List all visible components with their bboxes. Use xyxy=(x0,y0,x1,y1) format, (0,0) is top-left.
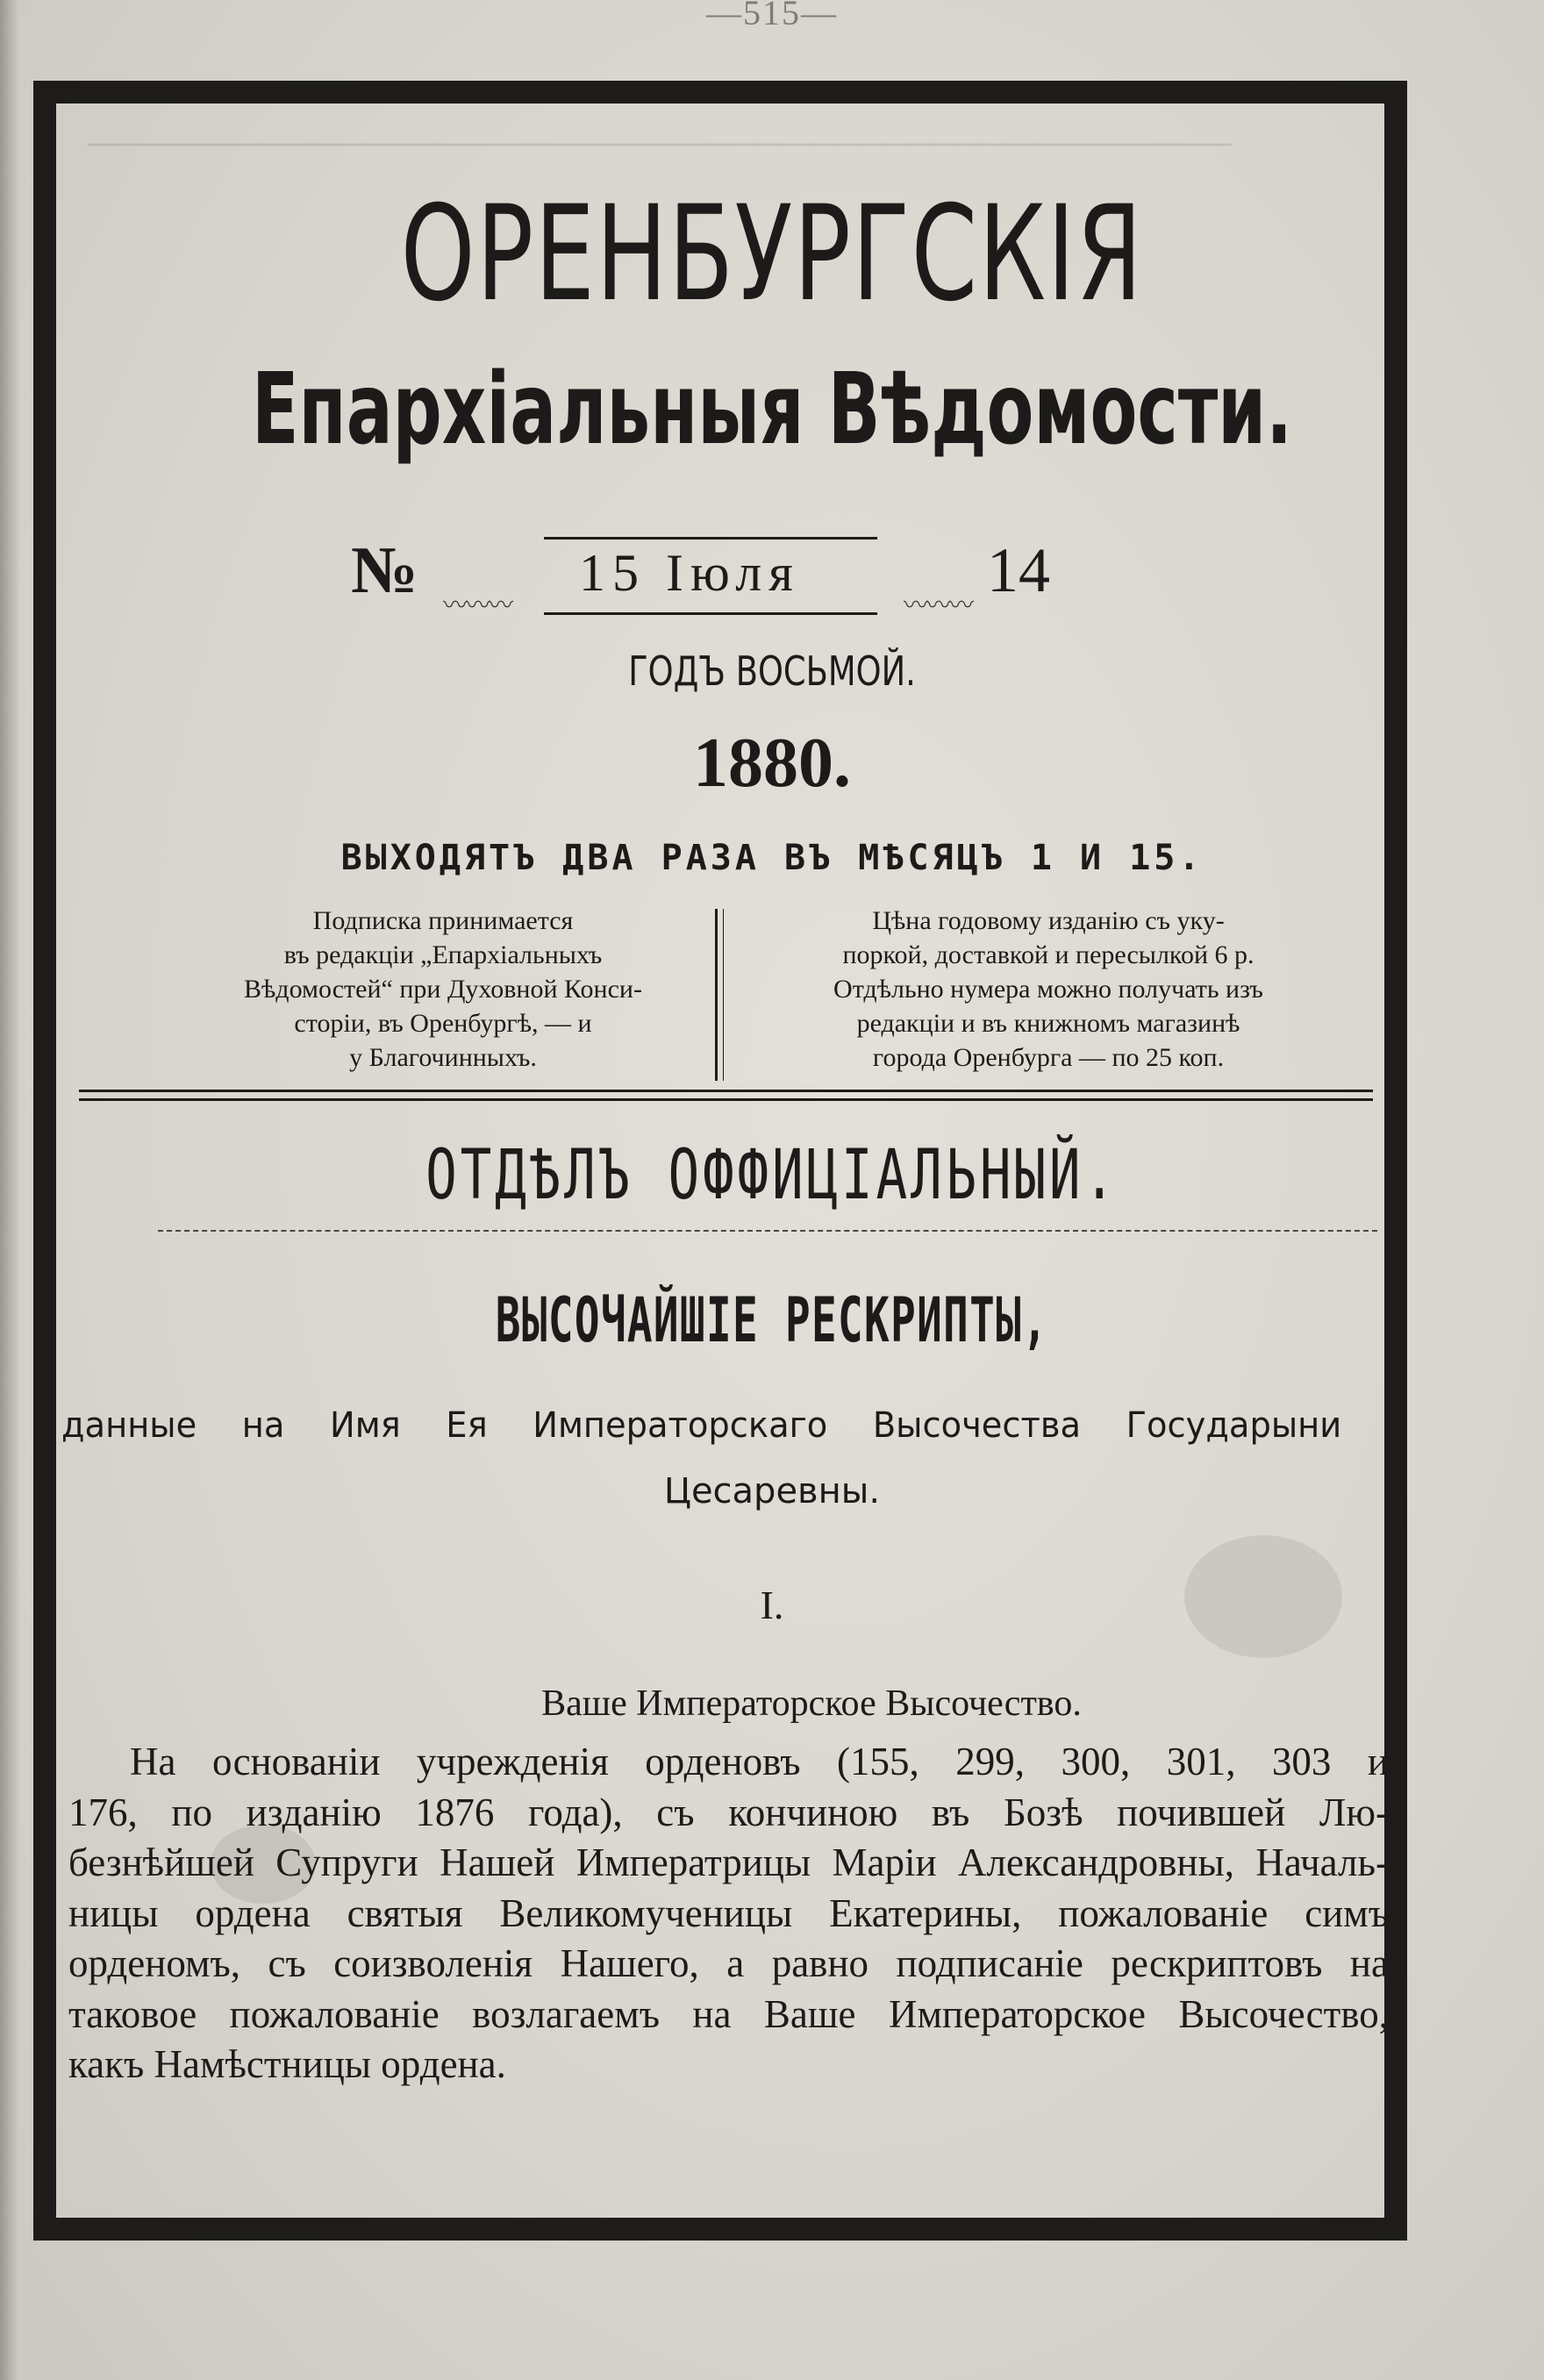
rescript-body xyxy=(68,1737,1389,2091)
rescript-number: I. xyxy=(760,1583,784,1627)
page-number: —515— xyxy=(706,0,838,32)
body-line: ницы ордена святыя Великомученицы Екатерины, пожалованіе симъ xyxy=(68,1890,1389,1935)
book-spine-shadow xyxy=(0,0,19,2380)
subscription-line: Подписка принимается xyxy=(312,906,574,935)
price-line: Цѣна годовому изданію съ уку- xyxy=(872,906,1225,935)
masthead-title: ОРЕНБУРГСКІЯ xyxy=(400,178,1144,331)
body-line: какъ Намѣстницы ордена. xyxy=(68,2042,506,2086)
rescripts-heading: ВЫСОЧАЙШІЕ РЕСКРИПТЫ, xyxy=(495,1284,1049,1356)
subscription-line: въ редакціи „Епархіальныхъ xyxy=(283,940,603,969)
issue-rule-bottom xyxy=(544,612,877,615)
price-info xyxy=(776,904,1320,1075)
body-line: На основаніи учрежденія орденовъ (155, 299, 300, 301, 303 и xyxy=(130,1740,1389,1783)
issue-date: 15 Іюля xyxy=(579,544,800,602)
column-divider xyxy=(715,909,724,1081)
section-rule-bottom xyxy=(79,1098,1373,1101)
price-line: Отдѣльно нумера можно получать изъ xyxy=(833,975,1263,1004)
issue-number: 14 xyxy=(987,535,1050,605)
body-line: таковое пожалованіе возлагаемъ на Ваше Императорское Высочество, xyxy=(68,1991,1389,2036)
subscription-line: у Благочинныхъ. xyxy=(349,1043,537,1072)
decorative-squiggle: 〰〰〰 xyxy=(443,592,512,619)
price-line: редакціи и въ книжномъ магазинѣ xyxy=(856,1009,1240,1038)
number-sign: № xyxy=(351,533,418,607)
subscription-line: Вѣдомостей“ при Духовной Конси- xyxy=(244,975,642,1004)
decorative-squiggle: 〰〰〰 xyxy=(904,592,973,619)
publication-frequency: ВЫХОДЯТЪ ДВА РАЗА ВЪ МѢСЯЦЪ 1 И 15. xyxy=(340,838,1204,878)
section-title-underline xyxy=(158,1230,1377,1232)
subscription-line: сторіи, въ Оренбургѣ, — и xyxy=(294,1009,592,1038)
body-line: безнѣйшей Супруги Нашей Императрицы Маріи Александровны, Началь- xyxy=(68,1840,1389,1884)
bleed-through-text: ────────────────────────────────────────────── xyxy=(88,124,1232,163)
subscription-info xyxy=(197,904,689,1075)
rescripts-subtitle: данные на Имя Ея Императорскаго Высочества Государыни xyxy=(61,1405,1342,1446)
section-title: ОТДѢЛЪ ОФФИЦІАЛЬНЫЙ. xyxy=(425,1136,1119,1215)
masthead-subtitle: Епархіальныя Вѣдомости. xyxy=(252,353,1292,467)
section-rule-top xyxy=(79,1090,1373,1092)
body-line: 176, по изданію 1876 года), съ кончиною въ Бозѣ почившей Лю- xyxy=(68,1790,1389,1834)
issue-line xyxy=(0,531,1544,610)
rescripts-subtitle-cont: Цесаревны. xyxy=(663,1471,881,1512)
salutation: Ваше Императорское Высочество. xyxy=(541,1683,1082,1724)
year: 1880. xyxy=(693,725,851,802)
year-label: ГОДЪ ВОСЬМОЙ. xyxy=(628,647,916,695)
body-line: орденомъ, съ соизволенія Нашего, а равно подписаніе рескриптовъ на xyxy=(68,1941,1389,1985)
price-line: поркой, доставкой и пересылкой 6 р. xyxy=(842,940,1254,969)
price-line: города Оренбурга — по 25 коп. xyxy=(872,1043,1225,1072)
